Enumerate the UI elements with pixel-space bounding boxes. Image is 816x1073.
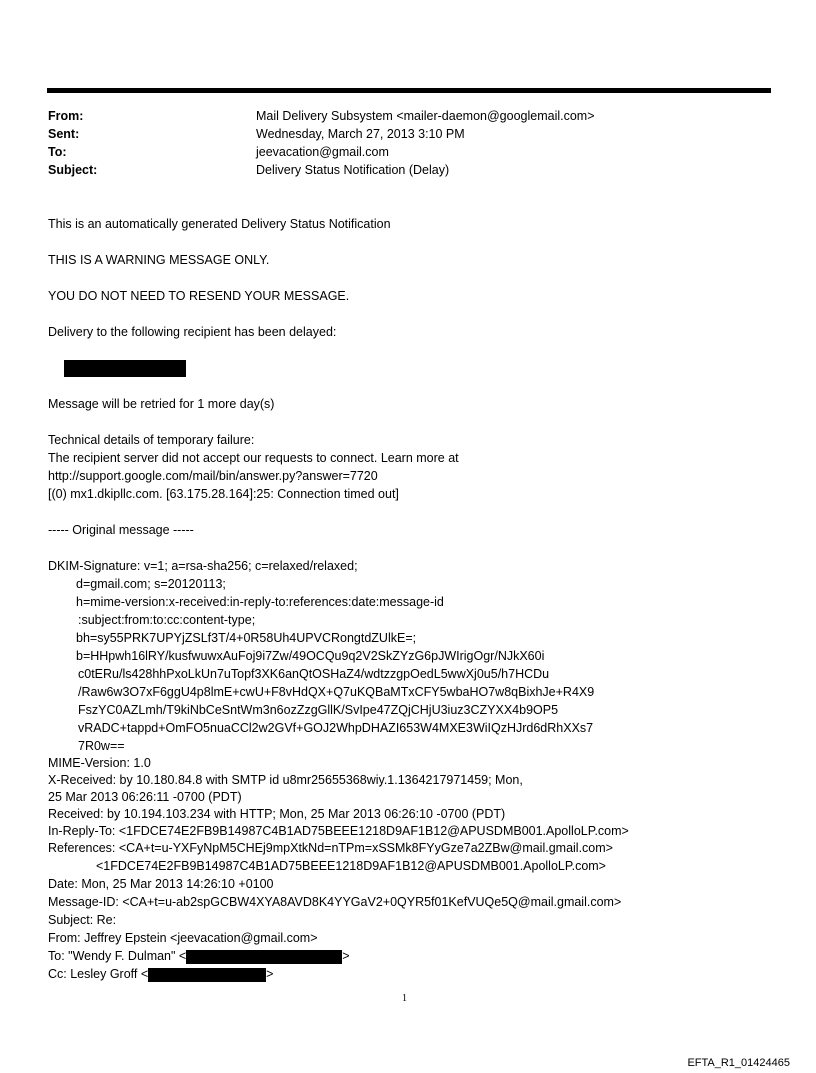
original-header-line: bh=sy55PRK7UPYjZSLf3T/4+0R58Uh4UPVCRongtdZUlkE=;: [76, 631, 417, 645]
header-rule: [47, 88, 771, 93]
from-label: From:: [48, 109, 84, 123]
subject-value: Delivery Status Notification (Delay): [256, 163, 450, 177]
original-header-line: 7R0w==: [78, 739, 125, 753]
subject-label: Subject:: [48, 163, 98, 177]
original-header-line: MIME-Version: 1.0: [48, 756, 151, 770]
original-header-line: References: <CA+t=u-YXFyNpM5CHEj9mpXtkNd=nTPm=xSSMk8FYyGze7a2ZBw@mail.gmail.com>: [48, 841, 613, 855]
original-header-line: c0tERu/ls428hhPxoLkUn7uTopf3XK6anQtOSHaZ4/wdtzzgpOedL5wwXj0u5/h7HCDu: [78, 667, 550, 681]
original-header-line: FszYC0AZLmh/T9kiNbCeSntWm3n6ozZzgGllK/SvIpe47ZQjCHjU3iuz3CZYXX4b9OP5: [78, 703, 559, 717]
original-header-line: h=mime-version:x-received:in-reply-to:references:date:message-id: [76, 595, 444, 609]
bates-number: EFTA_R1_01424465: [687, 1057, 790, 1069]
original-header-line: Date: Mon, 25 Mar 2013 14:26:10 +0100: [48, 877, 274, 891]
original-header-line: In-Reply-To: <1FDCE74E2FB9B14987C4B1AD75BEEE1218D9AF1B12@APUSDMB001.ApolloLP.com>: [48, 824, 629, 838]
original-header-line: Received: by 10.194.103.234 with HTTP; Mon, 25 Mar 2013 06:26:10 -0700 (PDT): [48, 807, 506, 821]
redaction-box: [64, 360, 186, 377]
sent-label: Sent:: [48, 127, 80, 141]
original-to-suffix: >: [342, 949, 350, 963]
original-header-line: b=HHpwh16lRY/kusfwuwxAuFoj9i7Zw/49OCQu9q2V2SkZYzG6pJWIrigOgr/NJkX60i: [76, 649, 545, 663]
original-header-line: Subject: Re:: [48, 913, 117, 927]
original-header-line: d=gmail.com; s=20120113;: [76, 577, 226, 591]
original-message-divider: ----- Original message -----: [48, 523, 194, 537]
original-header-line: vRADC+tappd+OmFO5nuaCCl2w2GVf+GOJ2WhpDHAZI653W4MXE3WiIQzHJrd6dRhXXs7: [78, 721, 594, 735]
original-header-line: DKIM-Signature: v=1; a=rsa-sha256; c=relaxed/relaxed;: [48, 559, 358, 573]
original-cc-prefix: Cc: Lesley Groff <: [48, 967, 149, 981]
original-cc-line: [48, 966, 273, 983]
original-header-line: From: Jeffrey Epstein <jeevacation@gmail.com>: [48, 931, 318, 945]
body-paragraph: THIS IS A WARNING MESSAGE ONLY.: [48, 253, 270, 267]
page-number: 1: [402, 993, 407, 1004]
sent-value: Wednesday, March 27, 2013 3:10 PM: [256, 127, 465, 141]
redaction-box: [186, 950, 342, 964]
original-header-line: <1FDCE74E2FB9B14987C4B1AD75BEEE1218D9AF1B12@APUSDMB001.ApolloLP.com>: [96, 859, 606, 873]
original-header-line: :subject:from:to:cc:content-type;: [78, 613, 256, 627]
body-paragraph: Delivery to the following recipient has been delayed:: [48, 325, 337, 339]
original-to-prefix: To: "Wendy F. Dulman" <: [48, 949, 187, 963]
from-value: Mail Delivery Subsystem <mailer-daemon@googlemail.com>: [256, 109, 595, 123]
to-value: jeevacation@gmail.com: [256, 145, 389, 159]
body-paragraph: YOU DO NOT NEED TO RESEND YOUR MESSAGE.: [48, 289, 350, 303]
original-header-line: Message-ID: <CA+t=u-ab2spGCBW4XYA8AVD8K4YYGaV2+0QYR5f01KefVUQe5Q@mail.gmail.com>: [48, 895, 622, 909]
to-label: To:: [48, 145, 67, 159]
body-paragraph: Message will be retried for 1 more day(s): [48, 397, 275, 411]
body-paragraph: This is an automatically generated Delivery Status Notification: [48, 217, 391, 231]
original-header-line: /Raw6w3O7xF6ggU4p8lmE+cwU+F8vHdQX+Q7uKQBaMTxCFY5wbaHO7w8qBixhJe+R4X9: [78, 685, 595, 699]
original-cc-suffix: >: [266, 967, 274, 981]
redaction-box: [148, 968, 266, 982]
original-header-line: 25 Mar 2013 06:26:11 -0700 (PDT): [48, 790, 242, 804]
tech-details-line: Technical details of temporary failure:: [48, 433, 255, 447]
original-to-line: [48, 948, 350, 965]
tech-details-line: [(0) mx1.dkipllc.com. [63.175.28.164]:25: Connection timed out]: [48, 487, 399, 501]
tech-details-link[interactable]: http://support.google.com/mail/bin/answer.py?answer=7720: [48, 469, 378, 483]
original-header-line: X-Received: by 10.180.84.8 with SMTP id u8mr25655368wiy.1.1364217971459; Mon,: [48, 773, 523, 787]
tech-details-line: The recipient server did not accept our requests to connect. Learn more at: [48, 451, 459, 465]
